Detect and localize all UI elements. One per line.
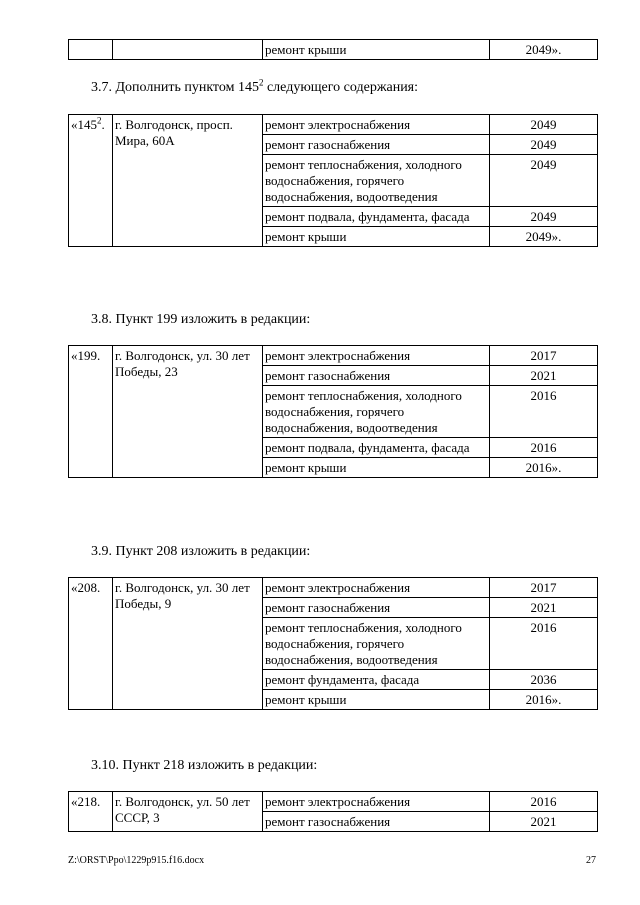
work-cell: ремонт газоснабжения xyxy=(263,598,490,618)
work-cell: ремонт крыши xyxy=(263,458,490,478)
year-cell: 2049». xyxy=(490,227,598,247)
table-section xyxy=(68,345,598,478)
section-heading: 3.8. Пункт 199 изложить в редакции: xyxy=(91,312,311,327)
footer-file-path: Z:\ORST\Ppo\1229p915.f16.docx xyxy=(68,855,205,866)
year-cell: 2021 xyxy=(490,598,598,618)
year-cell: 2016». xyxy=(490,458,598,478)
work-cell: ремонт электроснабжения xyxy=(263,578,490,598)
superscript-2: 2 xyxy=(97,115,102,126)
work-cell: ремонт теплоснабжения, холодного водоснабжения, горячего водоснабжения, водоотведения xyxy=(263,618,490,670)
num-cell: «208. xyxy=(69,578,113,710)
year-cell: 2017 xyxy=(490,346,598,366)
table-row xyxy=(69,346,598,366)
work-cell: ремонт крыши xyxy=(263,690,490,710)
address-cell: г. Волгодонск, ул. 30 лет Победы, 23 xyxy=(113,346,263,478)
work-cell: ремонт теплоснабжения, холодного водоснабжения, горячего водоснабжения, водоотведения xyxy=(263,155,490,207)
work-cell: ремонт крыши xyxy=(263,40,490,60)
work-cell: ремонт электроснабжения xyxy=(263,346,490,366)
superscript-2: 2 xyxy=(258,77,264,88)
section-heading: 3.7. Дополнить пунктом $145^2$ следующего содержания: xyxy=(91,77,419,95)
work-cell: ремонт газоснабжения xyxy=(263,366,490,386)
year-cell: 2036 xyxy=(490,670,598,690)
year-cell: 2049 xyxy=(490,155,598,207)
year-cell: 2021 xyxy=(490,812,598,832)
table-section xyxy=(68,577,598,710)
work-cell: ремонт газоснабжения xyxy=(263,135,490,155)
table-row xyxy=(69,40,598,60)
work-cell: ремонт теплоснабжения, холодного водоснабжения, горячего водоснабжения, водоотведения xyxy=(263,386,490,438)
num-cell: «218. xyxy=(69,792,113,832)
num-cell: «199. xyxy=(69,346,113,478)
table-continuation xyxy=(68,39,598,60)
year-cell: 2017 xyxy=(490,578,598,598)
num-cell xyxy=(69,40,113,60)
section-heading: 3.10. Пункт 218 изложить в редакции: xyxy=(91,758,318,773)
year-cell: 2016 xyxy=(490,618,598,670)
work-cell: ремонт электроснабжения xyxy=(263,115,490,135)
table-section xyxy=(68,791,598,832)
address-cell: г. Волгодонск, ул. 30 лет Победы, 9 xyxy=(113,578,263,710)
year-cell: 2016». xyxy=(490,690,598,710)
year-cell: 2016 xyxy=(490,438,598,458)
work-cell: ремонт подвала, фундамента, фасада xyxy=(263,207,490,227)
section-heading: 3.9. Пункт 208 изложить в редакции: xyxy=(91,544,311,559)
table-row xyxy=(69,792,598,812)
table-row xyxy=(69,115,598,135)
work-cell: ремонт подвала, фундамента, фасада xyxy=(263,438,490,458)
year-cell: 2021 xyxy=(490,366,598,386)
year-cell: 2049 xyxy=(490,207,598,227)
work-cell: ремонт крыши xyxy=(263,227,490,247)
year-cell: 2049». xyxy=(490,40,598,60)
address-cell xyxy=(113,40,263,60)
table-section xyxy=(68,114,598,247)
footer-page-number: 27 xyxy=(586,855,596,866)
num-cell: «$145^2$. xyxy=(69,115,113,247)
year-cell: 2049 xyxy=(490,135,598,155)
table-row xyxy=(69,578,598,598)
work-cell: ремонт фундамента, фасада xyxy=(263,670,490,690)
work-cell: ремонт электроснабжения xyxy=(263,792,490,812)
year-cell: 2049 xyxy=(490,115,598,135)
address-cell: г. Волгодонск, ул. 50 лет СССР, 3 xyxy=(113,792,263,832)
year-cell: 2016 xyxy=(490,386,598,438)
year-cell: 2016 xyxy=(490,792,598,812)
address-cell: г. Волгодонск, просп. Мира, 60А xyxy=(113,115,263,247)
work-cell: ремонт газоснабжения xyxy=(263,812,490,832)
